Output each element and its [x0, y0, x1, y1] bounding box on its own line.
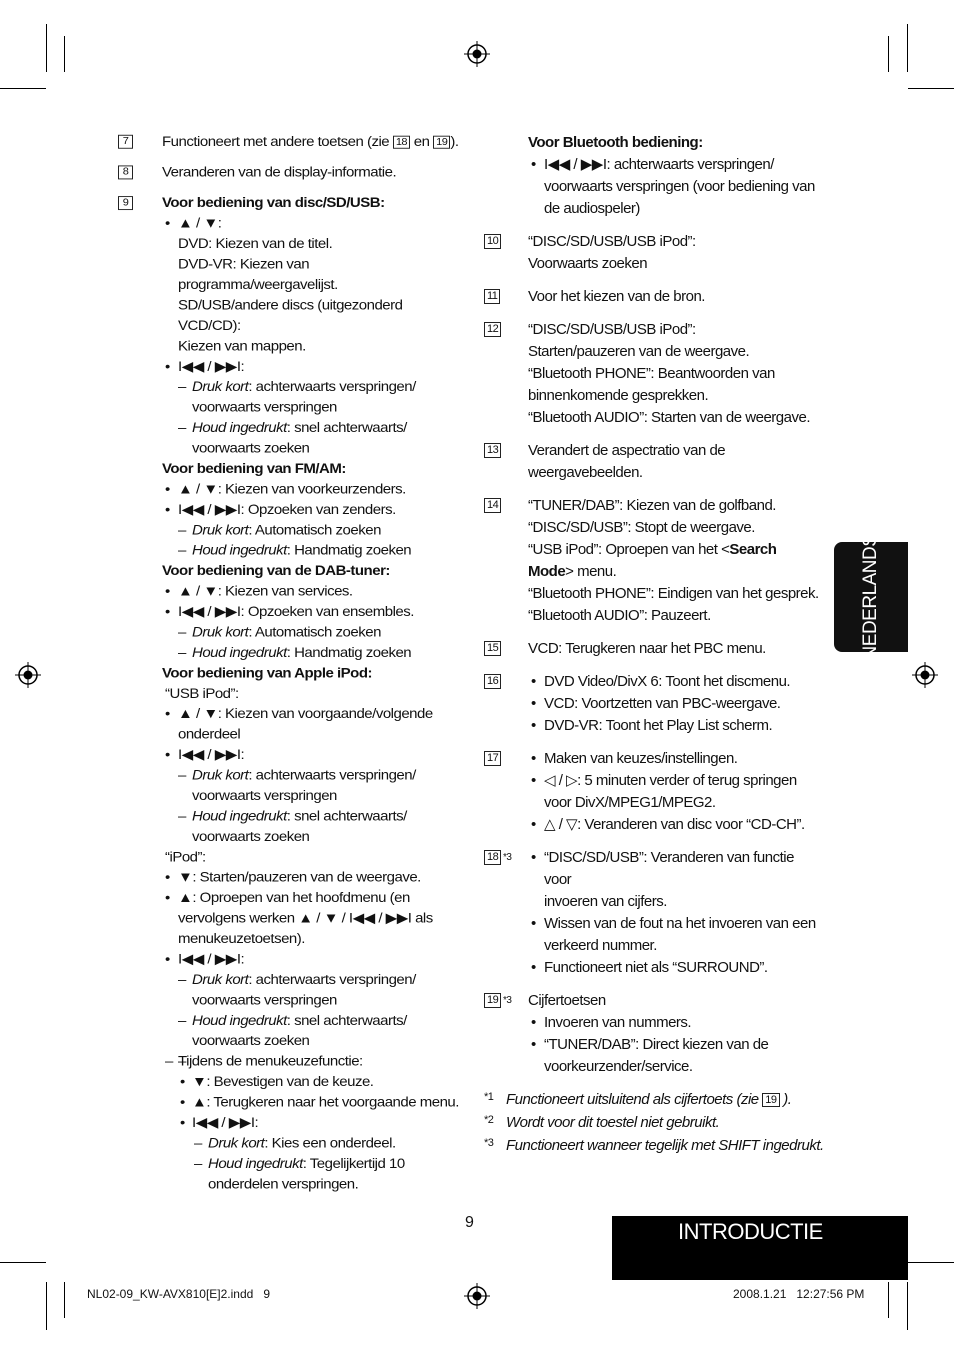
list-item: • △ / ▽: Veranderen van disc voor “CD-CH”. [528, 814, 824, 836]
crop-mark [0, 88, 46, 89]
footer-filename: NL02-09_KW-AVX810[E]2.indd 9 [87, 1287, 270, 1301]
list-item: • I◀◀ / ▶▶I: Opzoeken van ensembles. [162, 602, 468, 622]
list-item: • I◀◀ / ▶▶I: [162, 1113, 468, 1133]
item-18: 18 *3 • “DISC/SD/USB”: Veranderen van functie voor invoeren van cijfers. • Wissen van de fout na het invoeren van een verkeerd nummer. • Functioneert niet als “SURROUND”. [484, 847, 824, 979]
list-item: • VCD: Voortzetten van PBC-weergave. [528, 693, 824, 715]
section-title: INTRODUCTIE [678, 1219, 823, 1244]
item-number: 15 [484, 641, 501, 656]
list-item: – Houd ingedrukt: Handmatig zoeken [162, 643, 468, 663]
item-16 [484, 671, 824, 737]
registration-mark-icon [912, 662, 938, 688]
section-heading: Voor bediening van Apple iPod: [162, 665, 373, 682]
list-item: – Druk kort: achterwaarts verspringen/ [162, 377, 468, 397]
list-item: • ▼: Starten/pauzeren van de weergave. [162, 868, 468, 888]
list-item: – Houd ingedrukt: Handmatig zoeken [162, 541, 468, 561]
footnote-ref: *3 [503, 995, 512, 1006]
footnote-ref: *3 [503, 852, 512, 863]
item-7: 7 Functioneert met andere toetsen (zie 18 en 19 ). [118, 132, 468, 152]
list-item: • ▼: Bevestigen van de keuze. [162, 1072, 468, 1092]
bluetooth-section: Voor Bluetooth bediening: • I◀◀ / ▶▶I: achterwaarts verspringen/ voorwaarts verspringen (voor bediening van de audiospeler) [484, 132, 824, 220]
list-item: • DVD Video/DivX 6: Toont het discmenu. [528, 671, 824, 693]
item-12: 12 “DISC/SD/USB/USB iPod”: Starten/pauzeren van de weergave. “Bluetooth PHONE”: Beantwoorden van binnenkomende gesprekken. “Bluetooth AUDIO”: Starten van de weergave. [484, 319, 824, 429]
list-item: • I◀◀ / ▶▶I: [162, 357, 468, 377]
page-number: 9 [465, 1214, 474, 1231]
list-item: – Houd ingedrukt: Tegelijkertijd 10 [162, 1154, 468, 1174]
list-item: • I◀◀ / ▶▶I: Opzoeken van zenders. [162, 500, 468, 520]
section-title-box [612, 1216, 908, 1280]
list-item: – Druk kort: Automatisch zoeken [162, 623, 468, 643]
list-item: • “TUNER/DAB”: Direct kiezen van de [528, 1034, 824, 1056]
list-item: • DVD-VR: Toont het Play List scherm. [528, 715, 824, 737]
footnote: *1 Functioneert uitsluitend als cijfertoets (zie 19 ). [484, 1091, 792, 1108]
item-number: 13 [484, 443, 501, 458]
item-10: 10 “DISC/SD/USB/USB iPod”: Voorwaarts zoeken [484, 231, 824, 275]
item-15: 15 VCD: Terugkeren naar het PBC menu. [484, 638, 824, 660]
list-item: • ▲ / ▼: Kiezen van voorkeurzenders. [162, 479, 468, 499]
crop-mark [908, 1262, 954, 1263]
registration-mark-icon [15, 662, 41, 688]
list-item: • “DISC/SD/USB”: Veranderen van functie voor [528, 847, 824, 891]
list-item: • ▲: Oproepen van het hoofdmenu (en [162, 888, 468, 908]
crop-mark [888, 36, 889, 72]
list-item: • I◀◀ / ▶▶I: achterwaarts verspringen/ [528, 154, 824, 176]
left-column [118, 132, 468, 1205]
list-item: • ▲ / ▼: Kiezen van voorgaande/volgende [162, 704, 468, 724]
crop-mark [64, 1282, 65, 1318]
registration-mark-icon [464, 41, 490, 67]
item-number: 8 [118, 165, 133, 179]
list-item: • Functioneert niet als “SURROUND”. [528, 957, 824, 979]
crop-mark [0, 1262, 46, 1263]
item-number: 14 [484, 498, 501, 513]
item-number: 16 [484, 674, 501, 689]
item-17: 17 • Maken van keuzes/instellingen. • ◁ / ▷: 5 minuten verder of terug springen voor DivX/MPEG1/MPEG2. • △ / ▽: Veranderen van disc voor “CD-CH”. [484, 748, 824, 836]
list-item: • ▲ / ▼: Kiezen van services. [162, 582, 468, 602]
item-number: 9 [118, 196, 133, 210]
crop-mark [907, 24, 908, 72]
list-item: – Druk kort: Automatisch zoeken [162, 520, 468, 540]
footnote: *3 Functioneert wanneer tegelijk met SHIFT ingedrukt. [484, 1137, 824, 1154]
section-heading: Voor Bluetooth bediening: [528, 134, 703, 151]
item-13: 13 Verandert de aspectratio van de weergavebeelden. [484, 440, 824, 484]
language-tab: NEDERLANDS [834, 542, 908, 652]
item-number: 17 [484, 751, 501, 766]
footnote: *2 Wordt voor dit toestel niet gebruikt. [484, 1114, 720, 1131]
list-item: • I◀◀ / ▶▶I: [162, 950, 468, 970]
list-item: – Houd ingedrukt: snel achterwaarts/ [162, 806, 468, 826]
section-heading: Voor bediening van disc/SD/USB: [162, 195, 385, 211]
list-item: • I◀◀ / ▶▶I: [162, 745, 468, 765]
item-8: 8 Veranderen van de display-informatie. [118, 163, 468, 183]
item-number: 11 [484, 289, 500, 304]
list-item: – Druk kort: achterwaarts verspringen/ [162, 970, 468, 990]
list-item: • Maken van keuzes/instellingen. [528, 748, 824, 770]
list-item: – – Tijdens de menukeuzefunctie: [162, 1052, 468, 1072]
item-number: 19 [484, 993, 501, 1008]
crop-mark [64, 36, 65, 72]
crop-mark [46, 24, 47, 72]
list-item: – Druk kort: achterwaarts verspringen/ [162, 766, 468, 786]
item-11: 11 Voor het kiezen van de bron. [484, 286, 824, 308]
list-item: – Houd ingedrukt: snel achterwaarts/ [162, 1011, 468, 1031]
list-item: • Wissen van de fout na het invoeren van een [528, 913, 824, 935]
item-19: 19 *3 Cijfertoetsen • Invoeren van nummers. • “TUNER/DAB”: Direct kiezen van de voorkeurzender/service. [484, 990, 824, 1078]
list-item: – Druk kort: Kies een onderdeel. [162, 1133, 468, 1153]
crop-mark [907, 1282, 908, 1330]
crop-mark [888, 1282, 889, 1318]
section-heading: Voor bediening van FM/AM: [162, 460, 346, 477]
item-number: 10 [484, 234, 501, 249]
list-item: • Invoeren van nummers. [528, 1012, 824, 1034]
item-number: 7 [118, 135, 133, 149]
list-item: – Houd ingedrukt: snel achterwaarts/ [162, 418, 468, 438]
right-column [484, 132, 824, 1158]
list-item: • ◁ / ▷: 5 minuten verder of terug springen [528, 770, 824, 792]
crop-mark [908, 88, 954, 89]
item-14: 14 “TUNER/DAB”: Kiezen van de golfband. “DISC/SD/USB”: Stopt de weergave. “USB iPod”: Oproepen van het <Search Mode> menu. “Bluetooth PHONE”: Eindigen van het gesprek. “Bluetooth AUDIO”: Pauzeert. [484, 495, 824, 627]
list-item: • ▲ / ▼: [162, 214, 468, 234]
footer-timestamp: 2008.1.21 12:27:56 PM [733, 1287, 865, 1301]
section-heading: Voor bediening van de DAB-tuner: [162, 563, 390, 579]
list-item: • ▲: Terugkeren naar het voorgaande menu. [162, 1093, 468, 1113]
crop-mark [46, 1282, 47, 1330]
item-number: 12 [484, 322, 501, 337]
item-number: 18 [484, 850, 501, 865]
registration-mark-icon [464, 1283, 490, 1309]
item-9: 9 Voor bediening van disc/SD/USB: • ▲ / ▼: DVD: Kiezen van de titel. DVD-VR: Kiezen van programma/weergavelijst. SD/USB/andere discs (uitgezonderd VCD/CD): Kiezen van mappen. • I◀◀ / ▶▶I: – Druk kort: achterwaarts verspringen/ voorwaarts verspringen – Houd ingedrukt: snel achterwaarts/ voorwaarts zoeken Voor bediening van FM/AM: • ▲ / ▼: Kiezen van voorkeurzenders. • I◀◀ / ▶▶I: Opzoeken van zenders. – Druk kort: Automatisch zoeken – Houd ingedrukt: Handmatig zoeken Voor bediening van de DAB-tuner: • ▲ / ▼: Kiezen van services. • I◀◀ / ▶▶I: Opzoeken van ensembles. – Druk kort: Automatisch zoeken – Houd ingedrukt: Handmatig zoeken Voor bediening van Apple iPod: “USB iPod”: • ▲ / ▼: Kiezen van voorgaande/volgende onderdeel • I◀◀ / ▶▶I: – Druk kort: achterwaarts verspringen/ voorwaarts verspringen – Houd ingedrukt: snel achterwaarts/ voorwaarts zoeken “iPod”: • ▼: Starten/pauzeren van de weergave. • ▲: Oproepen van het hoofdmenu (en vervolgens werken ▲ / ▼ / I◀◀ / ▶▶I als menukeuzetoetsen). • I◀◀ / ▶▶I: – Druk kort: achterwaarts verspringen/ voorwaarts verspringen – Houd ingedrukt: snel achterwaarts/ voorwaarts zoeken – – Tijdens de menukeuzefunctie: • ▼: Bevestigen van de keuze. • ▲: Terugkeren naar het voorgaande menu. • I◀◀ / ▶▶I: – Druk kort: Kies een onderdeel. – Houd ingedrukt: Tegelijkertijd 10 onderdelen verspringen. [118, 193, 468, 1194]
